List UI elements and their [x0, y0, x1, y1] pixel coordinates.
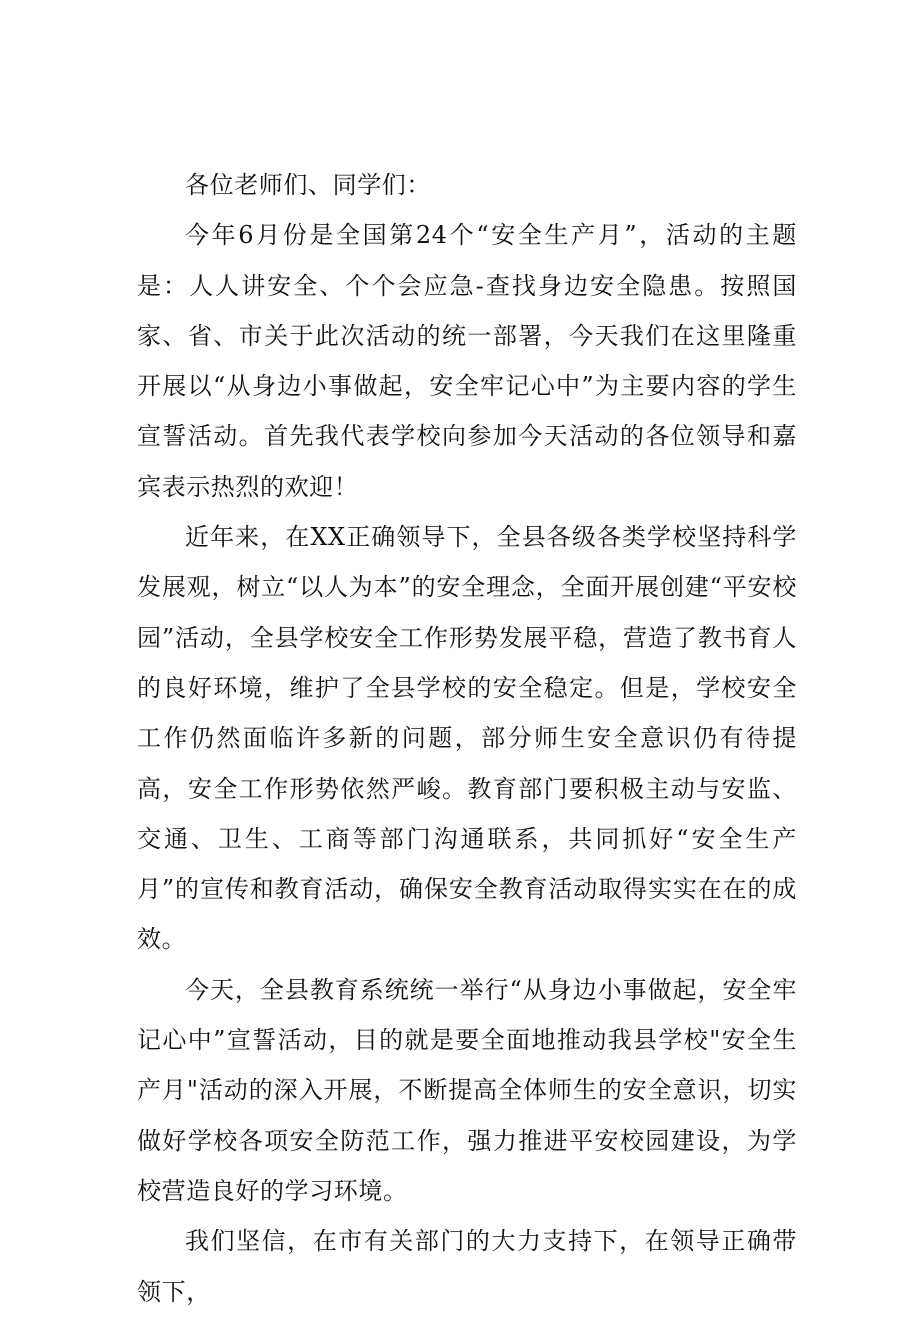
- paragraph-2: 近年来，在XX正确领导下，全县各级各类学校坚持科学发展观，树立“以人为本”的安全理念，全面开展创建“平安校园”活动，全县学校安全工作形势发展平稳，营造了教书育人的良好环境，维护了全县学校的安全稳定。但是，学校安全工作仍然面临许多新的问题，部分师生安全意识仍有待提高，安全工作形势依然严峻。教育部门要积极主动与安监、交通、卫生、工商等部门沟通联系，共同抓好“安全生产月”的宣传和教育活动，确保安全教育活动取得实实在在的成效。: [137, 523, 797, 954]
- salutation: 各位老师们、同学们：: [185, 171, 431, 199]
- document-body: [137, 160, 797, 1317]
- paragraph-1: 今年6月份是全国第24个“安全生产月”，活动的主题是：人人讲安全、个个会应急-查找身边安全隐患。按照国家、省、市关于此次活动的统一部署，今天我们在这里隆重开展以“从身边小事做起，安全牢记心中”为主要内容的学生宣誓活动。首先我代表学校向参加今天活动的各位领导和嘉宾表示热烈的欢迎！: [137, 221, 797, 501]
- paragraph-3: 今天，全县教育系统统一举行“从身边小事做起，安全牢记心中”宣誓活动，目的就是要全面地推动我县学校"安全生产月"活动的深入开展，不断提高全体师生的安全意识，切实做好学校各项安全防范工作，强力推进平安校园建设，为学校营造良好的学习环境。: [137, 975, 797, 1205]
- paragraph-4: 我们坚信，在市有关部门的大力支持下，在领导正确带领下，: [137, 1227, 797, 1306]
